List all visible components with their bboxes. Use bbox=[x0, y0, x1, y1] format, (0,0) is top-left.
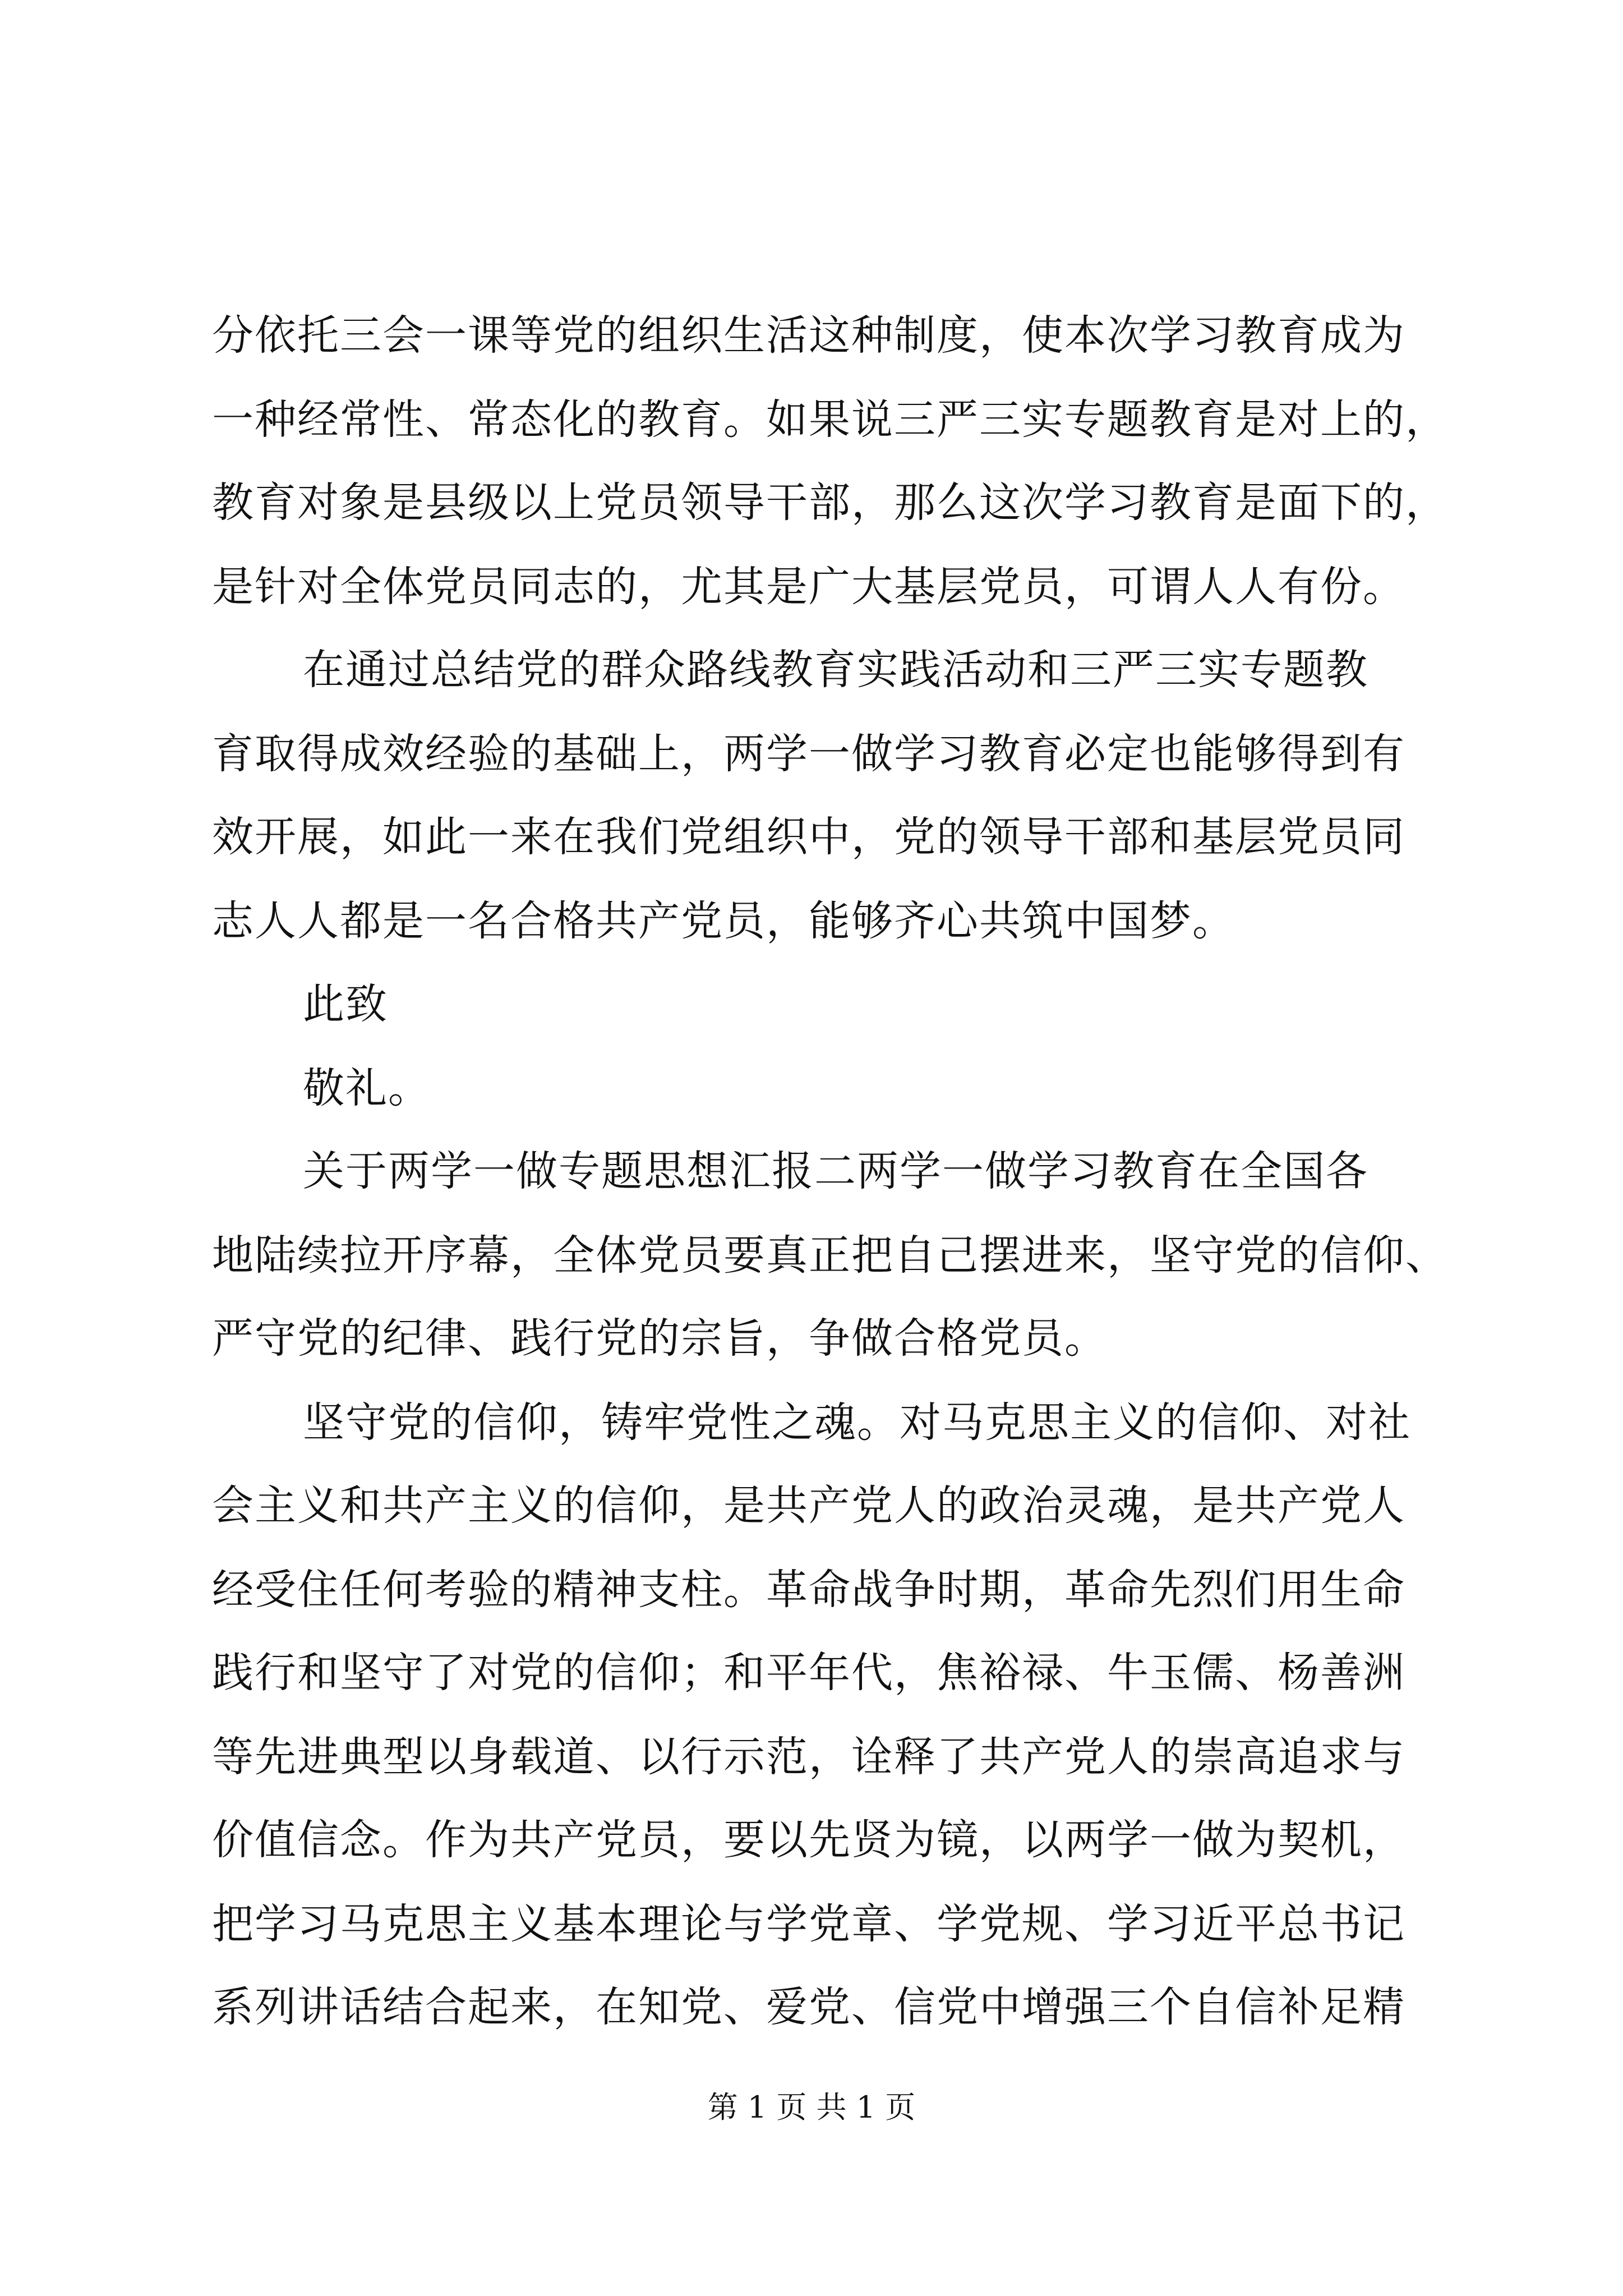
body-line: 坚守党的信仰，铸牢党性之魂。对马克思主义的信仰、对社 bbox=[303, 1398, 1411, 1447]
page-footer: 第 1 页 共 1 页 bbox=[707, 2090, 916, 2125]
body-line: 系列讲话结合起来，在知党、爱党、信党中增强三个自信补足精 bbox=[212, 1983, 1405, 2031]
body-line: 是针对全体党员同志的，尤其是广大基层党员，可谓人人有份。 bbox=[212, 563, 1405, 611]
body-line: 严守党的纪律、践行党的宗旨，争做合格党员。 bbox=[212, 1314, 1107, 1363]
body-line: 会主义和共产主义的信仰，是共产党人的政治灵魂，是共产党人 bbox=[212, 1481, 1405, 1530]
closing-regards: 敬礼。 bbox=[303, 1064, 431, 1112]
body-line: 育取得成效经验的基础上，两学一做学习教育必定也能够得到有 bbox=[212, 730, 1405, 778]
body-line: 志人人都是一名合格共产党员，能够齐心共筑中国梦。 bbox=[212, 897, 1235, 945]
body-line: 分依托三会一课等党的组织生活这种制度，使本次学习教育成为 bbox=[212, 311, 1405, 360]
body-line: 等先进典型以身载道、以行示范，诠释了共产党人的崇高追求与 bbox=[212, 1733, 1405, 1781]
body-line: 一种经常性、常态化的教育。如果说三严三实专题教育是对上的， bbox=[212, 395, 1448, 444]
closing-salutation: 此致 bbox=[303, 980, 388, 1028]
body-line: 效开展，如此一来在我们党组织中，党的领导干部和基层党员同 bbox=[212, 813, 1405, 861]
body-line: 关于两学一做专题思想汇报二两学一做学习教育在全国各 bbox=[303, 1147, 1368, 1195]
body-line: 经受住任何考验的精神支柱。革命战争时期，革命先烈们用生命 bbox=[212, 1566, 1405, 1614]
body-line: 地陆续拉开序幕，全体党员要真正把自己摆进来，坚守党的信仰、 bbox=[212, 1231, 1448, 1280]
body-line: 把学习马克思主义基本理论与学党章、学党规、学习近平总书记 bbox=[212, 1900, 1405, 1948]
body-line: 价值信念。作为共产党员，要以先贤为镜，以两学一做为契机， bbox=[212, 1816, 1405, 1864]
body-line: 在通过总结党的群众路线教育实践活动和三严三实专题教 bbox=[303, 646, 1368, 694]
body-line: 践行和坚守了对党的信仰；和平年代，焦裕禄、牛玉儒、杨善洲 bbox=[212, 1649, 1405, 1697]
body-line: 教育对象是县级以上党员领导干部，那么这次学习教育是面下的， bbox=[212, 478, 1448, 527]
